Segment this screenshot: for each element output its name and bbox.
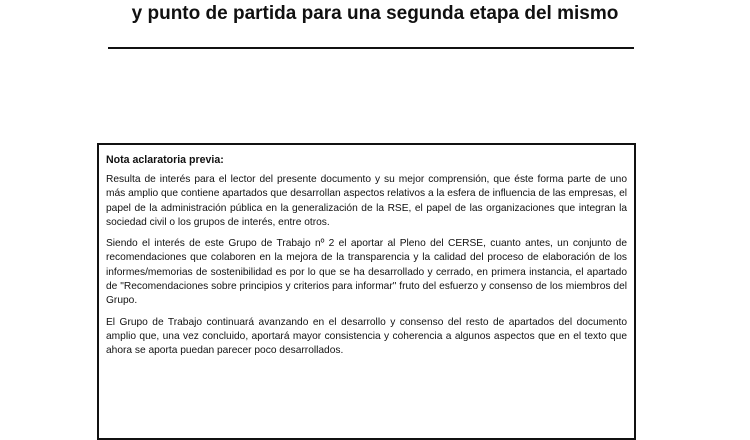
note-paragraph-1: Resulta de interés para el lector del presente documento y su mejor comprensión, que éste forma parte de uno más amplio que contiene apartados que desarrollan aspectos relativos a la esfera de influencia de las empresas, el papel de la administración pública en la generalización de la RSE, el papel de las organizaciones que integran la sociedad civil o los grupos de interés, entre otros.	[106, 174, 627, 228]
document-heading: y punto de partida para una segunda etapa del mismo	[131, 3, 619, 24]
heading-divider	[108, 47, 634, 49]
note-paragraph-3: El Grupo de Trabajo continuará avanzando en el desarrollo y consenso del resto de apartados del documento amplio que, una vez concluido, aportará mayor consistencia y coherencia a algunos aspectos que en el texto que ahora se aporta puedan parecer poco desarrollados.	[106, 316, 627, 357]
note-box	[97, 143, 636, 440]
note-paragraph-2: Siendo el interés de este Grupo de Trabajo nº 2 el aportar al Pleno del CERSE, cuanto antes, un conjunto de recomendaciones que colaboren en la mejora de la transparencia y la calidad del proceso de elaboración de los informes/memorias de sostenibilidad es por lo que se ha desarrollado y cerrado, en primera instancia, el apartado de "Recomendaciones sobre principios y criterios para informar" fruto del esfuerzo y consenso de los miembros del Grupo.	[106, 238, 627, 307]
note-title: Nota aclaratoria previa:	[106, 154, 224, 166]
